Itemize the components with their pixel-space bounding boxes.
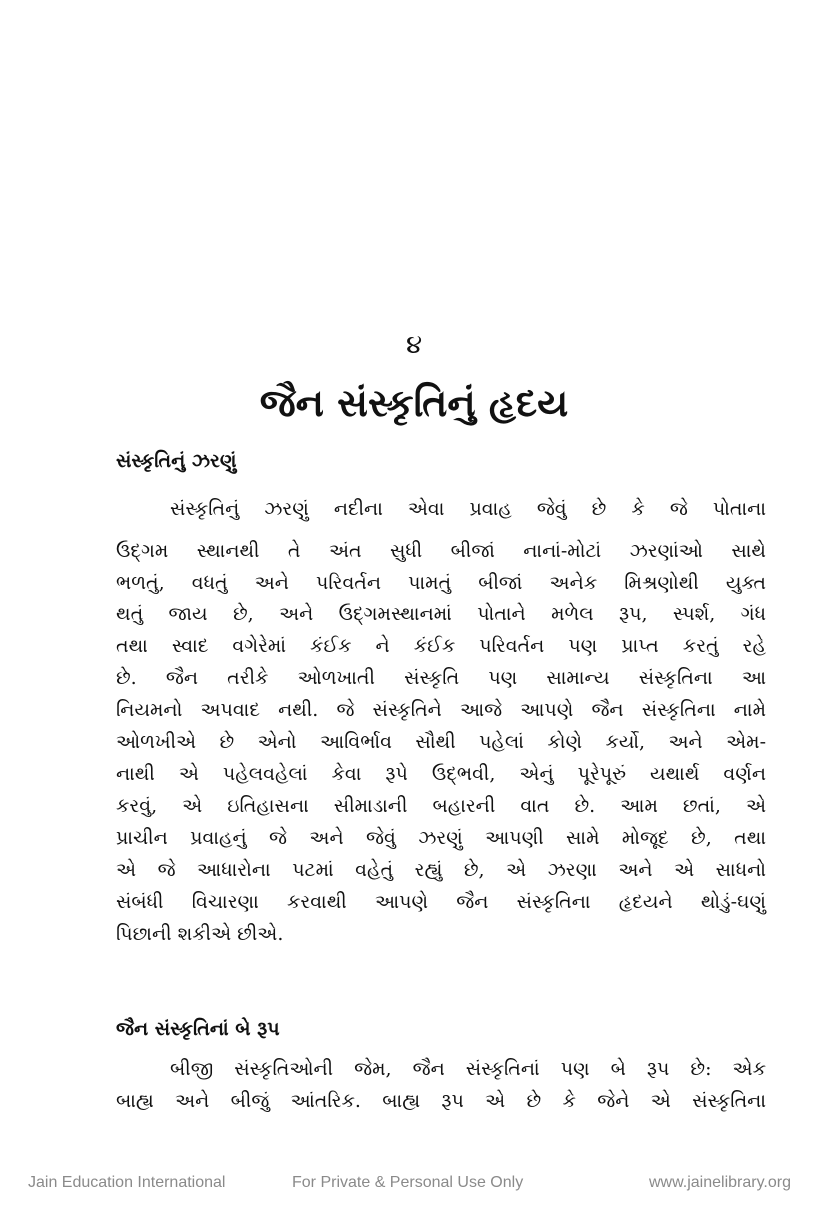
section-heading: સંસ્કૃતિનું ઝરણું	[116, 450, 237, 472]
footer-usage-notice: For Private & Personal Use Only	[292, 1174, 524, 1191]
paragraph-line: સંબંધી વિચારણા કરવાથી આપણે જૈન સંસ્કૃતિના હૃદયને થોડું-ઘણું	[116, 891, 766, 913]
paragraph-line: થતું જાય છે, અને ઉદ્ગમસ્થાનમાં પોતાને મળેલ રૂપ, સ્પર્શ, ગંધ	[116, 603, 766, 625]
paragraph-line: બાહ્ય અને બીજું આંતરિક. બાહ્ય રૂપ એ છે કે જેને એ સંસ્કૃતિના	[116, 1090, 766, 1112]
paragraph-line: સંસ્કૃતિનું ઝરણું નદીના એવા પ્રવાહ જેવું છે કે જે પોતાના	[170, 498, 766, 520]
paragraph-line: એ જે આધારોના પટમાં વહેતું રહ્યું છે, એ ઝરણા અને એ સાધનો	[116, 859, 766, 881]
paragraph-line: ભળતું, વધતું અને પરિવર્તન પામતું બીજાં અનેક મિશ્રણોથી યુક્ત	[116, 572, 766, 594]
paragraph-line: કરવું, એ ઇતિહાસના સીમાડાની બહારની વાત છે. આમ છતાં, એ	[116, 795, 766, 817]
paragraph-line: તથા સ્વાદ વગેરેમાં કંઈક ને કંઈક પરિવર્તન પણ પ્રાપ્ત કરતું રહે	[116, 635, 766, 657]
paragraph-line: નિયમનો અપવાદ નથી. જે સંસ્કૃતિને આજે આપણે જૈન સંસ્કૃતિના નામે	[116, 699, 766, 721]
paragraph-line: બીજી સંસ્કૃતિઓની જેમ, જૈન સંસ્કૃતિનાં પણ બે રૂપ છે: એક	[170, 1058, 766, 1080]
paragraph-line: ઓળખીએ છે એનો આવિર્ભાવ સૌથી પહેલાં કોણે કર્યો, અને એમ-	[116, 731, 766, 753]
paragraph-line: પ્રાચીન પ્રવાહનું જે અને જેવું ઝરણું આપણી સામે મોજૂદ છે, તથા	[116, 827, 766, 849]
footer-publisher: Jain Education International	[28, 1174, 226, 1191]
chapter-number: ૪	[405, 330, 423, 360]
footer-website-link[interactable]: www.jainelibrary.org	[649, 1174, 791, 1191]
paragraph-line: પિછાની શકીએ છીએ.	[116, 923, 284, 945]
section-heading: જૈન સંસ્કૃતિનાં બે રૂપ	[116, 1018, 280, 1040]
paragraph-line: નાથી એ પહેલવહેલાં કેવા રૂપે ઉદ્ભવી, એનું પૂરેપૂરું યથાર્થ વર્ણન	[116, 763, 766, 785]
paragraph-line: છે. જૈન તરીકે ઓળખાતી સંસ્કૃતિ પણ સામાન્ય સંસ્કૃતિના આ	[116, 667, 766, 689]
chapter-title: જૈન સંસ્કૃતિનું હૃદય	[259, 380, 569, 425]
paragraph-line: ઉદ્ગમ સ્થાનથી તે અંત સુધી બીજાં નાનાં-મોટાં ઝરણાંઓ સાથે	[116, 540, 766, 562]
